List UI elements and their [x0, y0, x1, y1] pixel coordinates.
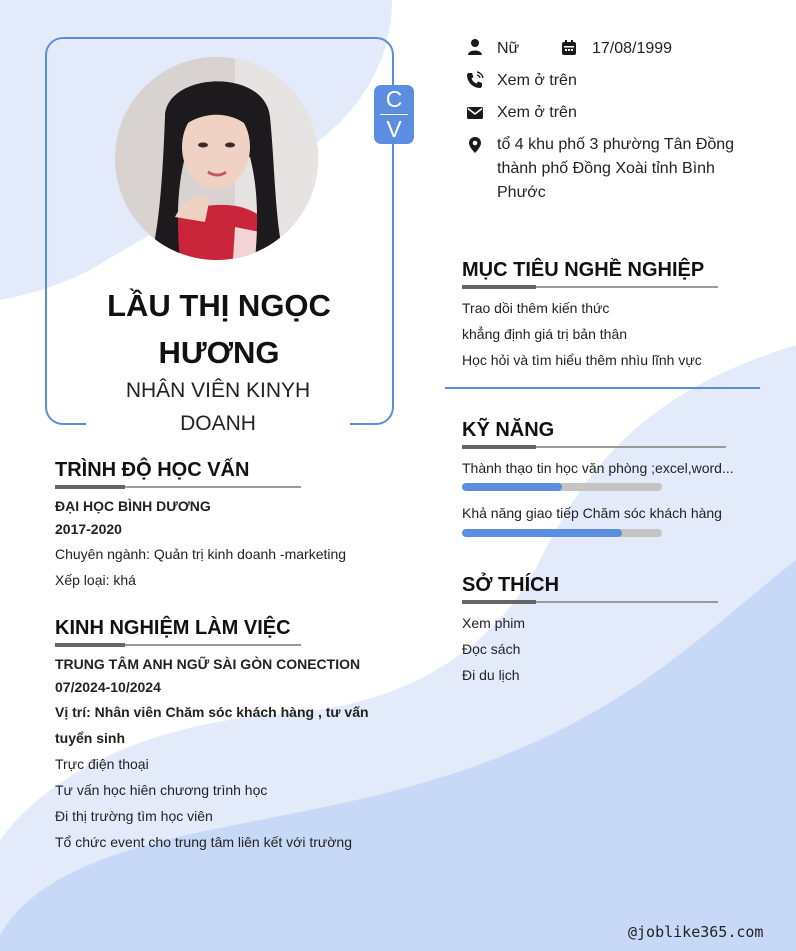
education-major: Chuyên ngành: Quản trị kinh doanh -marketing [55, 546, 347, 562]
experience-task: Tư vấn học hiên chương trình học [55, 782, 268, 798]
skill-bar-fill [462, 483, 562, 491]
section-divider [445, 387, 760, 389]
skill-bar-fill [462, 529, 622, 537]
education-school: ĐẠI HỌC BÌNH DƯƠNG [55, 498, 211, 514]
skills-underline [462, 446, 726, 448]
education-underline [55, 486, 301, 488]
contact-email [466, 101, 726, 125]
experience-period: 07/2024-10/2024 [55, 679, 161, 695]
mail-icon [466, 104, 484, 122]
contact-birthday [560, 37, 700, 61]
experience-task: Tổ chức event cho trung tâm liên kết với trường [55, 834, 353, 850]
avatar [115, 57, 318, 260]
skill-label: Thành thạo tin học văn phòng ;excel,word... [462, 460, 734, 476]
footer-brand: @joblike365.com [628, 923, 764, 941]
experience-task: Đi thị trường tìm học viên [55, 808, 213, 824]
cv-badge [374, 85, 414, 144]
phone-text: Xem ở trên [497, 72, 577, 89]
email-text: Xem ở trên [497, 104, 577, 121]
objective-item: khẳng định giá trị bản thân [462, 326, 628, 342]
objective-item: Trao dồi thêm kiến thức [462, 300, 610, 316]
objective-item: Học hỏi và tìm hiểu thêm nhìu lĩnh vực [462, 352, 702, 368]
skills-heading: KỸ NĂNG [462, 419, 555, 441]
education-grade: Xếp loại: khá [55, 572, 136, 588]
experience-company: TRUNG TÂM ANH NGỮ SÀI GÒN CONECTION [55, 656, 361, 672]
avatar-portrait [115, 57, 318, 260]
birthday-text: 17/08/1999 [592, 40, 673, 57]
hobby-item: Xem phim [462, 615, 526, 631]
contact-address [466, 133, 756, 205]
cv-badge-divider [380, 114, 408, 115]
candidate-name: LẦU THỊ NGỌC HƯƠNG [107, 288, 331, 370]
phone-icon [466, 71, 484, 89]
objective-underline [462, 286, 718, 288]
skill-bar [462, 483, 662, 491]
hobby-item: Đọc sách [462, 641, 521, 657]
experience-underline [55, 644, 301, 646]
education-heading: TRÌNH ĐỘ HỌC VẤN [55, 459, 250, 481]
education-years: 2017-2020 [55, 521, 122, 537]
calendar-icon [560, 39, 578, 57]
candidate-job-title: NHÂN VIÊN KINYH DOANH [125, 379, 311, 435]
cv-badge-v: V [386, 116, 402, 142]
address-text: tổ 4 khu phố 3 phường Tân Đồng thành phố Đồng Xoài tỉnh Bình Phước [497, 136, 735, 201]
experience-task: Trực điện thoại [55, 756, 149, 772]
location-pin-icon [466, 136, 484, 154]
contact-phone [466, 69, 726, 93]
user-icon [466, 38, 484, 56]
hobbies-heading: SỞ THÍCH [462, 574, 560, 596]
experience-heading: KINH NGHIỆM LÀM VIỆC [55, 617, 291, 639]
experience-position: Vị trí: Nhân viên Chăm sóc khách hàng , tư vấn tuyển sinh [55, 704, 369, 746]
gender-text: Nữ [497, 40, 520, 57]
objective-heading: MỤC TIÊU NGHỀ NGHIỆP [462, 259, 705, 281]
cv-badge-c: C [385, 86, 403, 112]
hobby-item: Đi du lịch [462, 667, 520, 683]
hobbies-underline [462, 601, 718, 603]
skill-label: Khả năng giao tiếp Chăm sóc khách hàng [462, 505, 722, 521]
skill-bar [462, 529, 662, 537]
